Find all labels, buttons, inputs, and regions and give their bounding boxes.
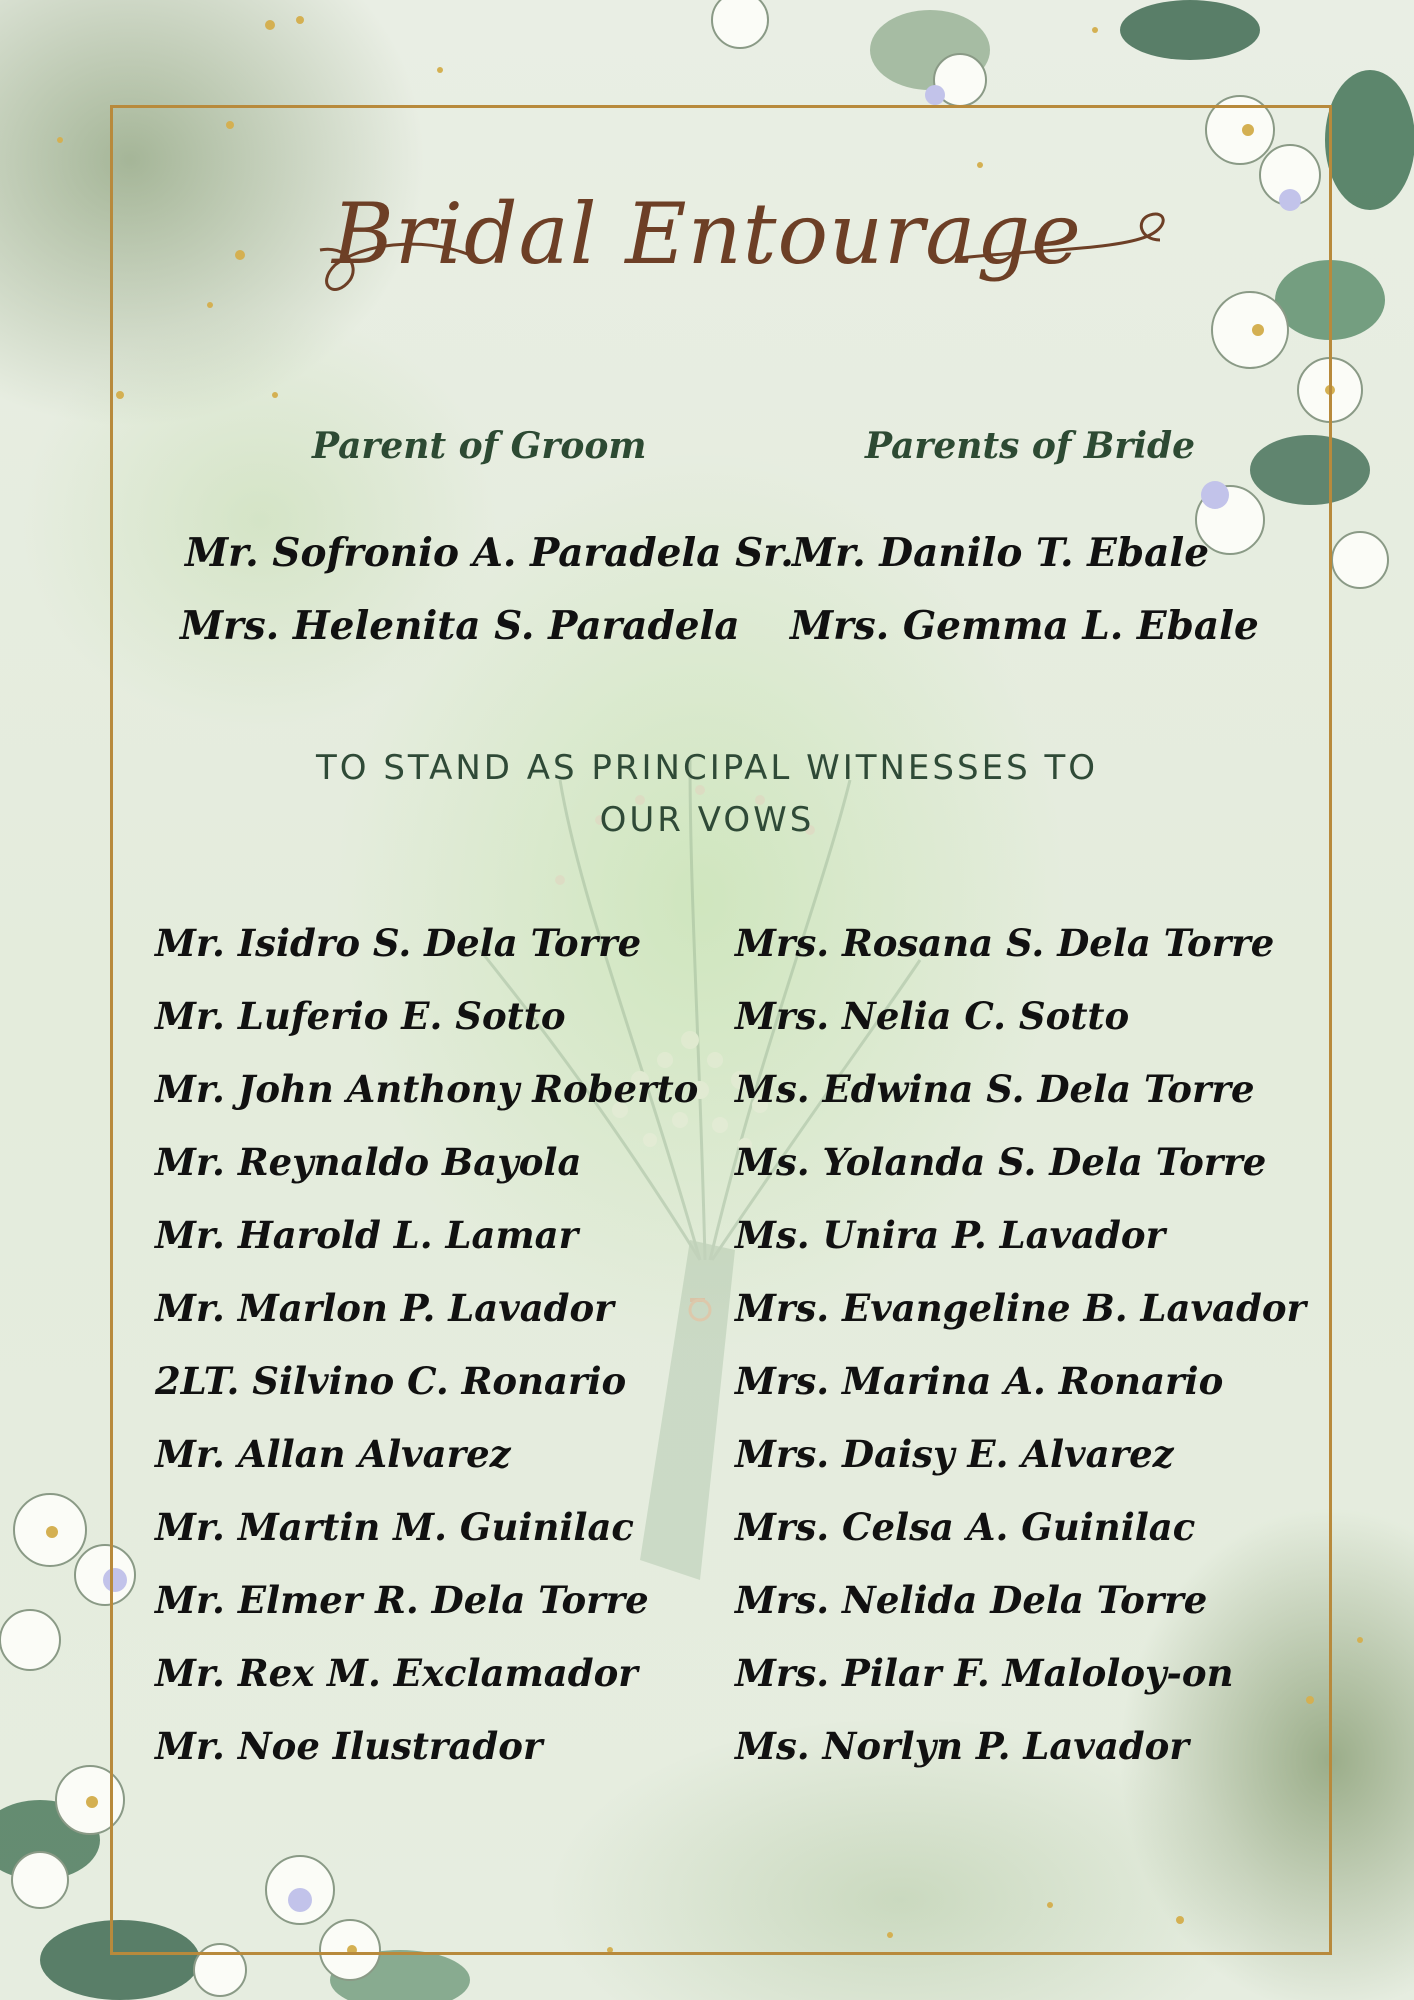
list-item: Mrs. Nelida Dela Torre [735,1578,1208,1622]
list-item: Mr. Harold L. Lamar [155,1213,579,1257]
groom-parents-heading: Parent of Groom [312,425,647,467]
list-item: Ms. Edwina S. Dela Torre [735,1067,1255,1111]
bride-parents-heading: Parents of Bride [865,425,1196,467]
groom-parent-name: Mrs. Helenita S. Paradela [180,603,740,649]
list-item: Ms. Norlyn P. Lavador [735,1724,1189,1768]
witnesses-left-list [155,912,698,1788]
bride-parent-name: Mr. Danilo T. Ebale [792,530,1210,576]
bride-parent-name: Mrs. Gemma L. Ebale [790,603,1259,649]
list-item: Ms. Unira P. Lavador [735,1213,1166,1257]
list-item: Mr. Rex M. Exclamador [155,1651,638,1695]
witnesses-heading-line: OUR VOWS [599,800,815,840]
list-item: Mrs. Nelia C. Sotto [735,994,1130,1038]
list-item: Ms. Yolanda S. Dela Torre [735,1140,1267,1184]
list-item: Mr. Luferio E. Sotto [155,994,566,1038]
list-item: Mr. Reynaldo Bayola [155,1140,582,1184]
list-item: Mr. John Anthony Roberto [155,1067,699,1111]
groom-parent-name: Mr. Sofronio A. Paradela Sr. [185,530,794,576]
list-item: Mrs. Evangeline B. Lavador [735,1286,1307,1330]
witnesses-heading [0,742,1414,846]
list-item: Mrs. Celsa A. Guinilac [735,1505,1196,1549]
list-item: Mr. Isidro S. Dela Torre [155,921,642,965]
list-item: Mr. Allan Alvarez [155,1432,511,1476]
list-item: 2LT. Silvino C. Ronario [155,1359,627,1403]
witnesses-heading-line: TO STAND AS PRINCIPAL WITNESSES TO [316,748,1098,788]
list-item: Mrs. Marina A. Ronario [735,1359,1224,1403]
witnesses-right-list [735,912,1306,1788]
list-item: Mrs. Pilar F. Maloloy-on [735,1651,1234,1695]
list-item: Mr. Marlon P. Lavador [155,1286,614,1330]
list-item: Mr. Noe Ilustrador [155,1724,543,1768]
list-item: Mrs. Daisy E. Alvarez [735,1432,1174,1476]
list-item: Mrs. Rosana S. Dela Torre [735,921,1275,965]
list-item: Mr. Elmer R. Dela Torre [155,1578,649,1622]
page-title: Bridal Entourage [332,185,1082,283]
list-item: Mr. Martin M. Guinilac [155,1505,634,1549]
